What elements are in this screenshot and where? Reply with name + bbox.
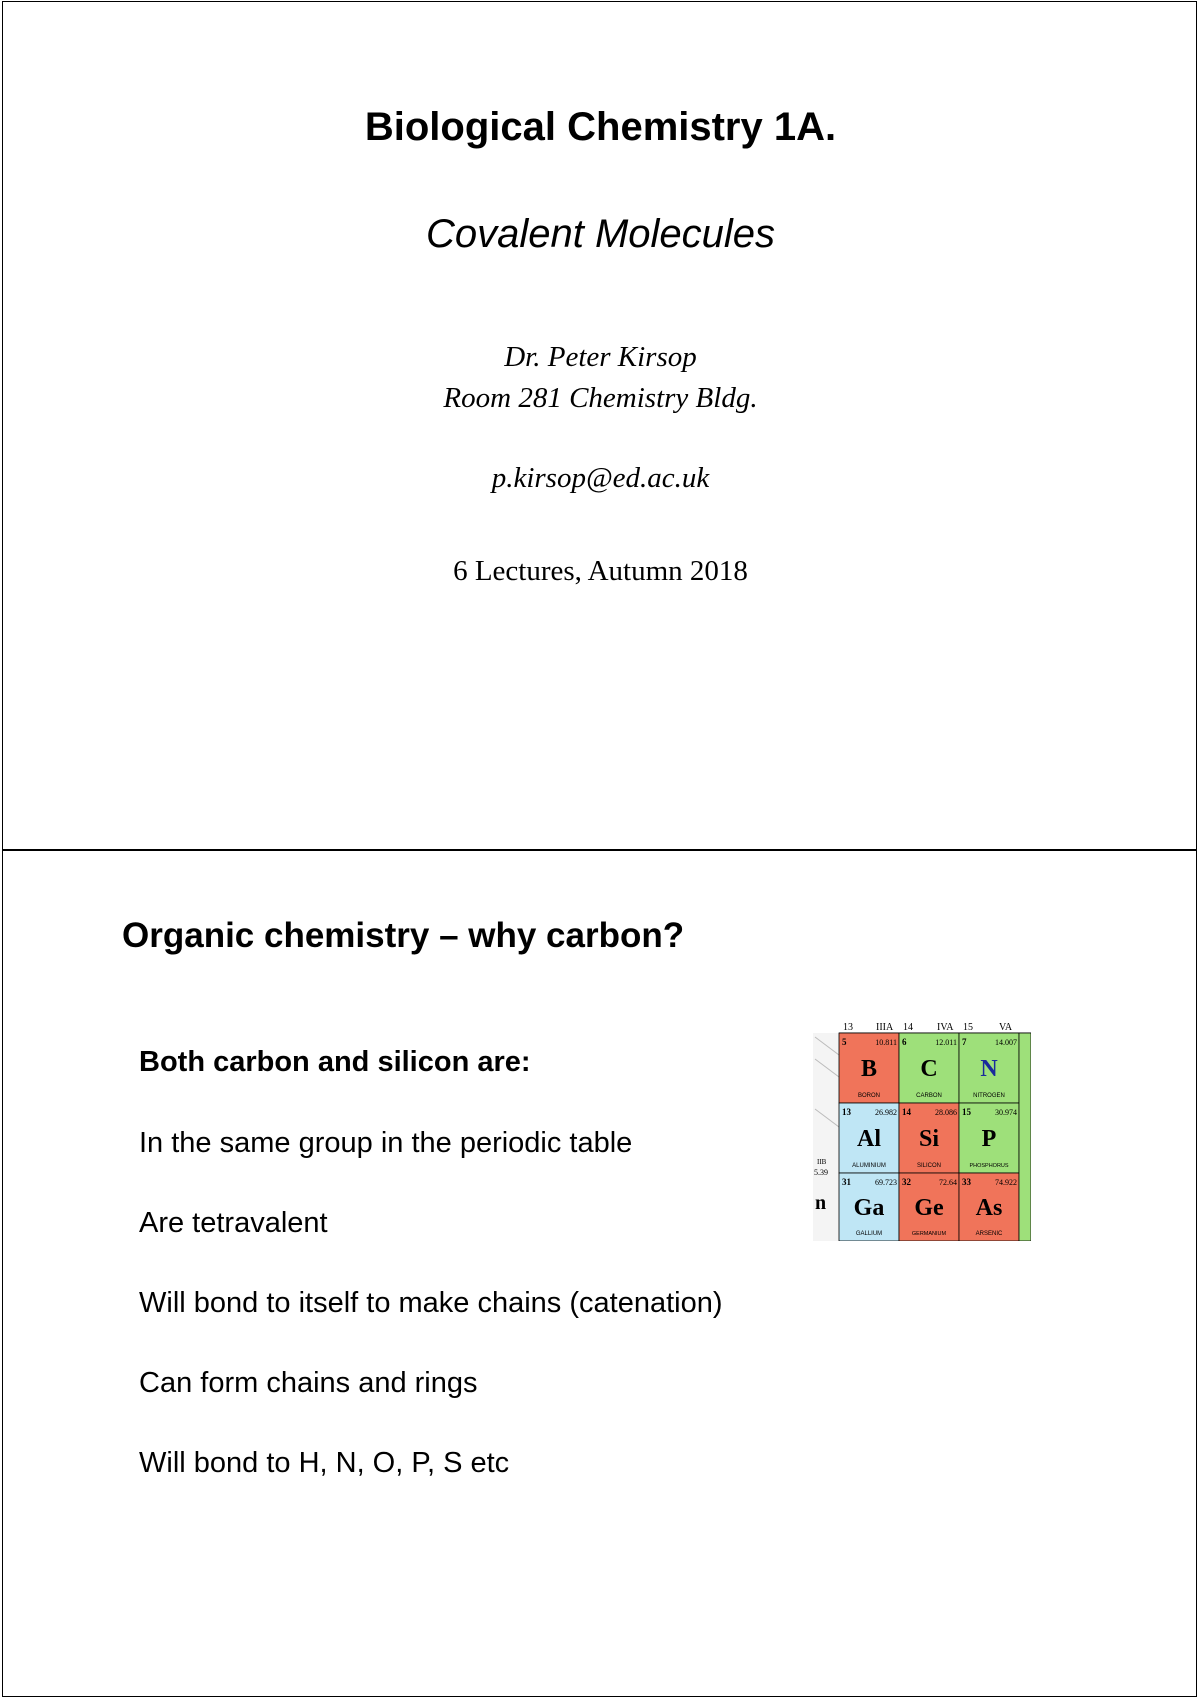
svg-text:P: P [981,1126,997,1152]
svg-text:15: 15 [962,1107,971,1117]
svg-text:72.64: 72.64 [939,1178,957,1187]
svg-text:6: 6 [902,1037,907,1047]
group-header: IVA [937,1022,954,1033]
svg-text:5: 5 [842,1037,847,1047]
bullet-point: Will bond to H, N, O, P, S etc [139,1447,510,1479]
element-cell-silicon [899,1103,959,1173]
svg-text:74.922: 74.922 [995,1178,1017,1187]
svg-text:As: As [975,1195,1003,1221]
group-header: VA [999,1022,1013,1033]
svg-text:14.007: 14.007 [995,1038,1017,1047]
svg-text:CARBON: CARBON [916,1093,942,1099]
left-edge-label: n [815,1192,827,1214]
lecturer-name: Dr. Peter Kirsop [504,341,697,373]
svg-text:ARSENIC: ARSENIC [975,1231,1003,1237]
element-cell-boron [839,1033,899,1103]
lecture-schedule: 6 Lectures, Autumn 2018 [453,555,748,587]
group-header: 13 [843,1022,853,1033]
svg-text:NITROGEN: NITROGEN [973,1093,1005,1099]
svg-text:Ga: Ga [853,1195,885,1221]
left-edge-label: IIB [817,1158,827,1166]
svg-text:Si: Si [918,1126,940,1152]
bullet-point: Can form chains and rings [139,1367,478,1399]
element-cell-germanium [899,1173,959,1241]
svg-text:N: N [980,1056,998,1082]
lecturer-room: Room 281 Chemistry Bldg. [443,382,758,414]
svg-text:C: C [920,1056,938,1082]
svg-text:PHOSPHORUS: PHOSPHORUS [969,1163,1009,1169]
slide-1 [2,1,1197,850]
svg-text:B: B [860,1056,878,1082]
element-cell-carbon [899,1033,959,1103]
element-cell-phosphorus [959,1103,1019,1173]
lecturer-email: p.kirsop@ed.ac.uk [491,462,710,494]
element-cell-aluminium [839,1103,899,1173]
group-header: 15 [963,1022,973,1033]
right-partial-column [1019,1033,1031,1241]
slide-1-subtitle: Covalent Molecules [425,212,776,256]
svg-text:28.086: 28.086 [935,1108,957,1117]
slide-2-intro: Both carbon and silicon are: [139,1046,531,1078]
svg-text:33: 33 [962,1177,971,1187]
svg-text:SILICON: SILICON [916,1163,942,1169]
svg-text:Ge: Ge [914,1195,944,1221]
svg-text:Al: Al [857,1126,881,1152]
group-header: 14 [903,1022,913,1033]
svg-text:31: 31 [842,1177,851,1187]
svg-text:26.982: 26.982 [875,1108,897,1117]
left-edge-label: 5.39 [814,1168,828,1177]
element-cell-nitrogen [959,1033,1019,1103]
svg-text:12.011: 12.011 [935,1038,957,1047]
svg-text:69.723: 69.723 [875,1178,897,1187]
periodic-table-excerpt [813,1019,1031,1241]
svg-text:ALUMINIUM: ALUMINIUM [852,1163,886,1169]
group-header: IIIA [876,1022,894,1033]
svg-text:BORON: BORON [857,1093,881,1099]
svg-text:32: 32 [902,1177,911,1187]
svg-text:GERMANIUM: GERMANIUM [911,1231,947,1237]
bullet-point: Will bond to itself to make chains (catenation) [139,1287,723,1319]
slide-1-title: Biological Chemistry 1A. [364,105,837,149]
slide-2-title: Organic chemistry – why carbon? [122,916,685,955]
element-cell-arsenic [959,1173,1019,1241]
slide-2 [2,850,1197,1697]
svg-text:30.974: 30.974 [995,1108,1017,1117]
svg-text:14: 14 [902,1107,911,1117]
bullet-point: In the same group in the periodic table [139,1127,633,1159]
svg-text:10.811: 10.811 [875,1038,897,1047]
svg-text:GALLIUM: GALLIUM [855,1231,883,1237]
bullet-point: Are tetravalent [139,1207,328,1239]
element-cell-gallium [839,1173,899,1241]
svg-text:7: 7 [962,1037,967,1047]
svg-text:13: 13 [842,1107,851,1117]
